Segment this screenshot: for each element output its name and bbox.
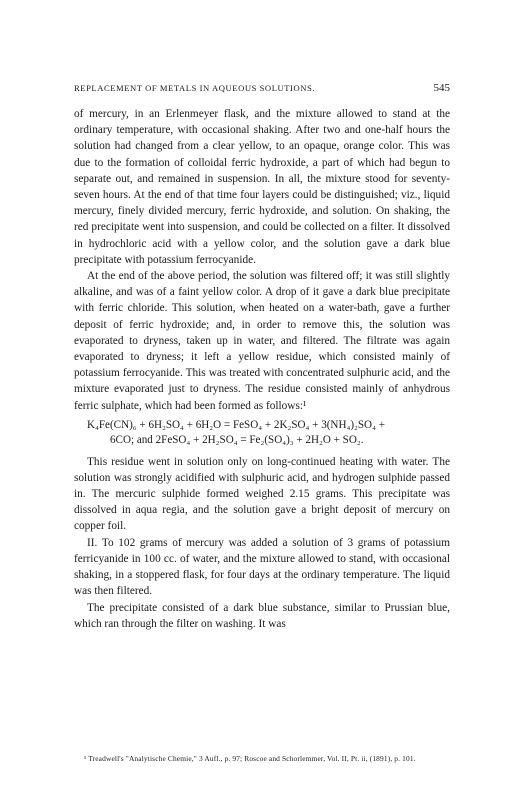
- chemical-equation-line-2: 6CO; and 2FeSO₄ + 2H₂SO₄ = Fe₂(SO₄)₃ + 2H₂O + SO₂.: [110, 434, 364, 447]
- running-header-title: REPLACEMENT OF METALS IN AQUEOUS SOLUTIONS.: [74, 83, 315, 93]
- paragraph-continuation: of mercury, in an Erlenmeyer flask, and the mixture allowed to stand at the ordinary temperature, with occasional shaking. After two and one-half hours the solution had changed from a clear yellow, to an opaque, orange color. This was due to the formation of colloidal ferric hydroxide, a part of which had begun to separate out, and remained in suspension. In all, the mixture stood for seventy-seven hours. At the end of that time four layers could be distinguished; viz., liquid mercury, finely divided mercury, ferric hydroxide, and solution. On shaking, the red precipitate went into suspension, and could be collected on a filter. It dissolved in hydrochloric acid with a yellow color, and the solution gave a dark blue precipitate with potassium ferrocyanide.: [74, 108, 450, 266]
- footnote-text: ¹ Treadwell's "Analytische Chemie," 3 Aufl., p. 97; Roscoe and Schorlemmer, Vol. II, Pt. ii, (1891), p. 101.: [84, 754, 416, 763]
- paragraph-experiment-ii: II. To 102 grams of mercury was added a solution of 3 grams of potassium ferricyanide in 100 cc. of water, and the mixture allowed to stand, with occasional shaking, in a stoppered flask, for four days at the ordinary temperature. The liquid was then filtered.: [74, 536, 450, 598]
- body-text: [74, 106, 450, 632]
- running-header: [74, 82, 450, 94]
- paragraph-filtration: At the end of the above period, the solution was filtered off; it was still slightly alkaline, and was of a faint yellow color. A drop of it gave a dark blue precipitate with ferric chloride. This solution, when heated on a water-bath, gave a further deposit of ferric hydroxide; and, in order to remove this, the solution was evaporated to dryness, taken up in water, and filtered. The filtrate was again evaporated to dryness; it left a yellow residue, which consisted mainly of potassium ferrocyanide. This was treated with concentrated sulphuric acid, and the mixture evaporated just to dryness. The residue consisted mainly of anhydrous ferric sulphate, which had been formed as follows:¹: [74, 270, 450, 412]
- chemical-equation-line-1: K₄Fe(CN)₆ + 6H₂SO₄ + 6H₂O = FeSO₄ + 2K₂SO₄ + 3(NH₄)₂SO₄ +: [87, 418, 385, 431]
- chemical-equation: [74, 418, 450, 449]
- page-number: 545: [433, 82, 450, 94]
- footnote: [74, 753, 450, 764]
- paragraph-residue: This residue went in solution only on long-continued heating with water. The solution was strongly acidified with sulphuric acid, and hydrogen sulphide passed in. The mercuric sulphide formed weighed 2.15 grams. This precipitate was dissolved in aqua regia, and the solution gave a bright deposit of mercury on copper foil.: [74, 455, 450, 533]
- paragraph-precipitate: The precipitate consisted of a dark blue substance, similar to Prussian blue, which ran through the filter on washing. It was: [74, 601, 450, 630]
